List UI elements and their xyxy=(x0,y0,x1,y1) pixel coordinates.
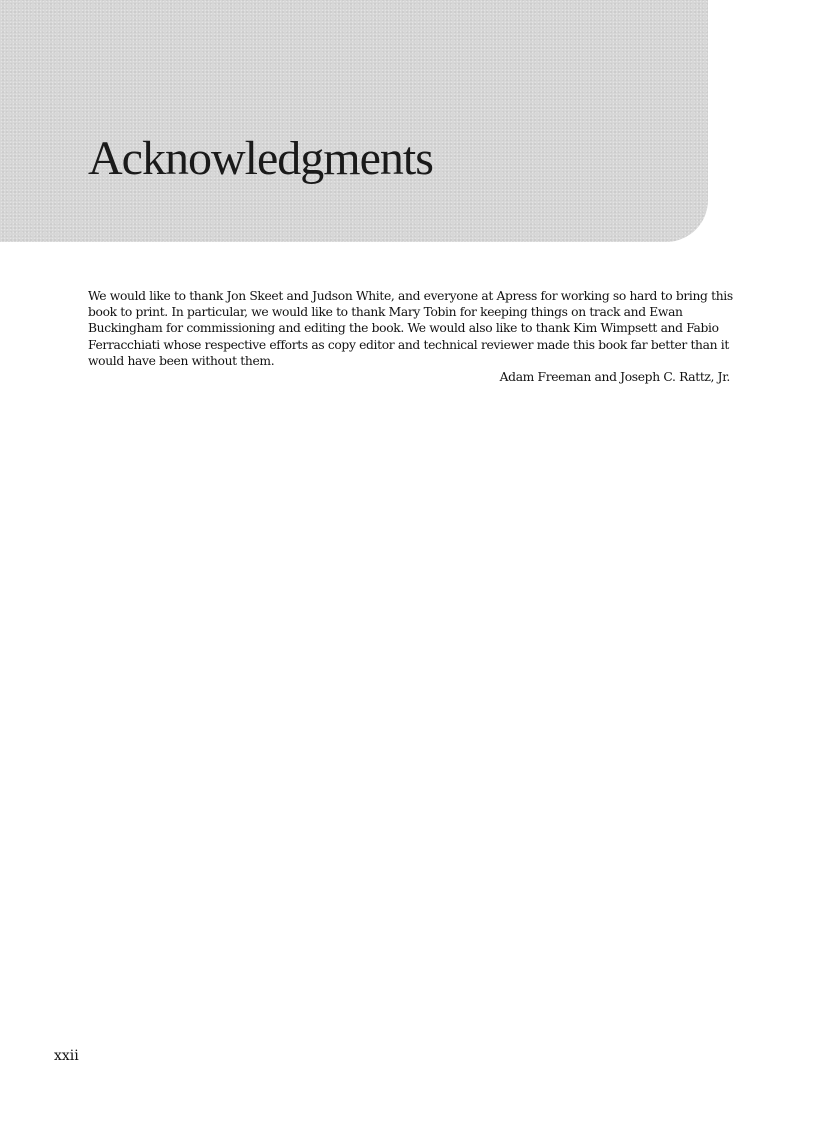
author-signature: Adam Freeman and Joseph C. Rattz, Jr. xyxy=(499,370,730,384)
page-number: xxii xyxy=(54,1048,79,1064)
acknowledgments-paragraph: We would like to thank Jon Skeet and Judson White, and everyone at Apress for working so hard to bring this book to print. In particular, we would like to thank Mary Tobin for keeping things on track and Ewan Buckingham for commissioning and editing the book. We would also like to thank Kim Wimpsett and Fabio Ferracchiati whose respective efforts as copy editor and technical reviewer made this book far better than it would have been without them. xyxy=(88,289,733,368)
chapter-header-band xyxy=(0,0,708,242)
chapter-title: Acknowledgments xyxy=(88,132,433,185)
